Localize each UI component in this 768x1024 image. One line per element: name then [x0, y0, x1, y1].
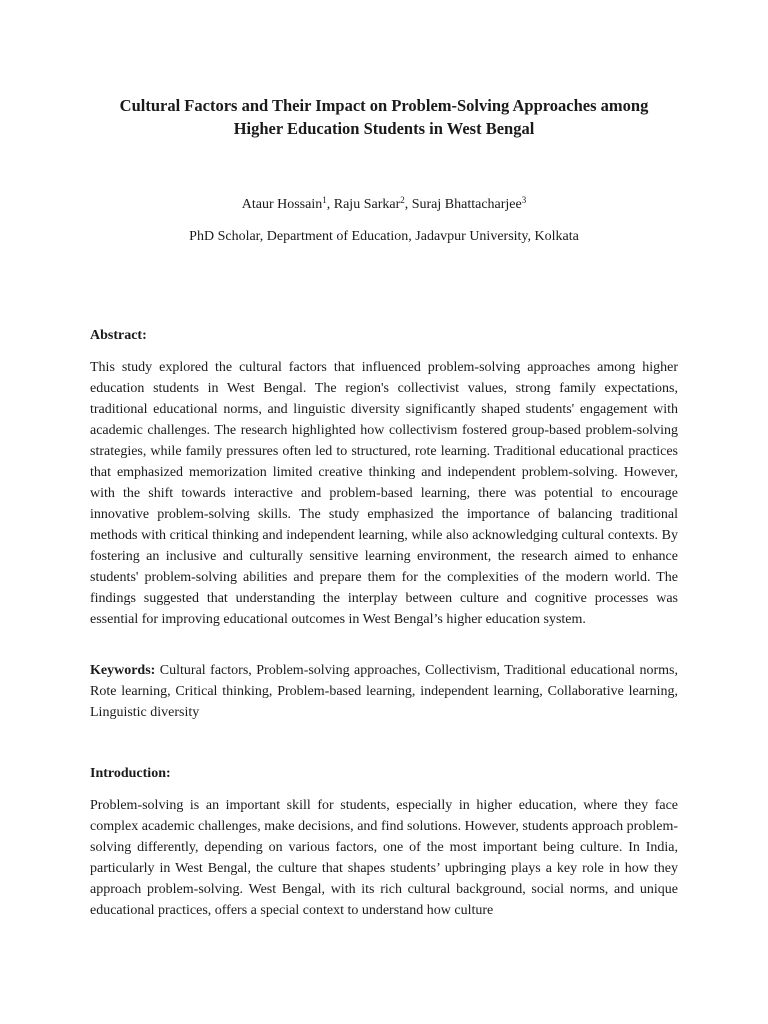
- author-affiliation: PhD Scholar, Department of Education, Jadavpur University, Kolkata: [189, 229, 579, 244]
- author-name: Suraj Bhattacharjee: [411, 197, 522, 212]
- author-separator: ,: [404, 197, 412, 212]
- paper-title-line-2: Higher Education Students in West Bengal: [233, 119, 535, 138]
- author-separator: ,: [326, 197, 334, 212]
- author-list: [90, 195, 678, 215]
- author-name: Ataur Hossain: [241, 197, 323, 212]
- author-name: Raju Sarkar: [333, 197, 401, 212]
- keywords-paragraph: [90, 660, 678, 723]
- paper-title-line-1: Cultural Factors and Their Impact on Problem-Solving Approaches among: [119, 96, 649, 115]
- keywords-label: Keywords:: [90, 663, 156, 678]
- abstract-heading: Abstract:: [90, 328, 147, 343]
- introduction-text: Problem-solving is an important skill for students, especially in higher education, where they face complex academic challenges, make decisions, and find solutions. However, students approach problem-solving differently, depending on various factors, one of the most important being culture. In India, particularly in West Bengal, the culture that shapes students’ upbringing plays a key role in how they approach problem-solving. West Bengal, with its rich cultural background, social norms, and unique educational practices, offers a special context to understand how culture: [90, 798, 678, 918]
- paper-title: [90, 94, 678, 140]
- introduction-heading: Introduction:: [90, 766, 171, 781]
- keywords-text: Cultural factors, Problem-solving approaches, Collectivism, Traditional educational norms, Rote learning, Critical thinking, Problem-based learning, independent learning, Collaborative learning, Linguistic diversity: [90, 663, 678, 720]
- author-affiliation-marker: 1: [322, 195, 327, 205]
- abstract-text: This study explored the cultural factors that influenced problem-solving approaches among higher education students in West Bengal. The region's collectivist values, strong family expectations, traditional educational norms, and linguistic diversity significantly shaped students' engagement with academic challenges. The research highlighted how collectivism fostered group-based problem-solving strategies, while family pressures often led to structured, rote learning. Traditional educational practices that emphasized memorization limited creative thinking and independent problem-solving. However, with the shift towards interactive and problem-based learning, there was potential to encourage innovative problem-solving skills. The study emphasized the importance of balancing traditional methods with critical thinking and independent learning, while also acknowledging cultural contexts. By fostering an inclusive and culturally sensitive learning environment, the research aimed to enhance students' problem-solving abilities and prepare them for the complexities of the modern world. The findings suggested that understanding the interplay between culture and cognitive processes was essential for improving educational outcomes in West Bengal’s higher education system.: [90, 360, 678, 627]
- author-affiliation-marker: 3: [521, 195, 527, 205]
- author-affiliation-marker: 2: [400, 195, 405, 205]
